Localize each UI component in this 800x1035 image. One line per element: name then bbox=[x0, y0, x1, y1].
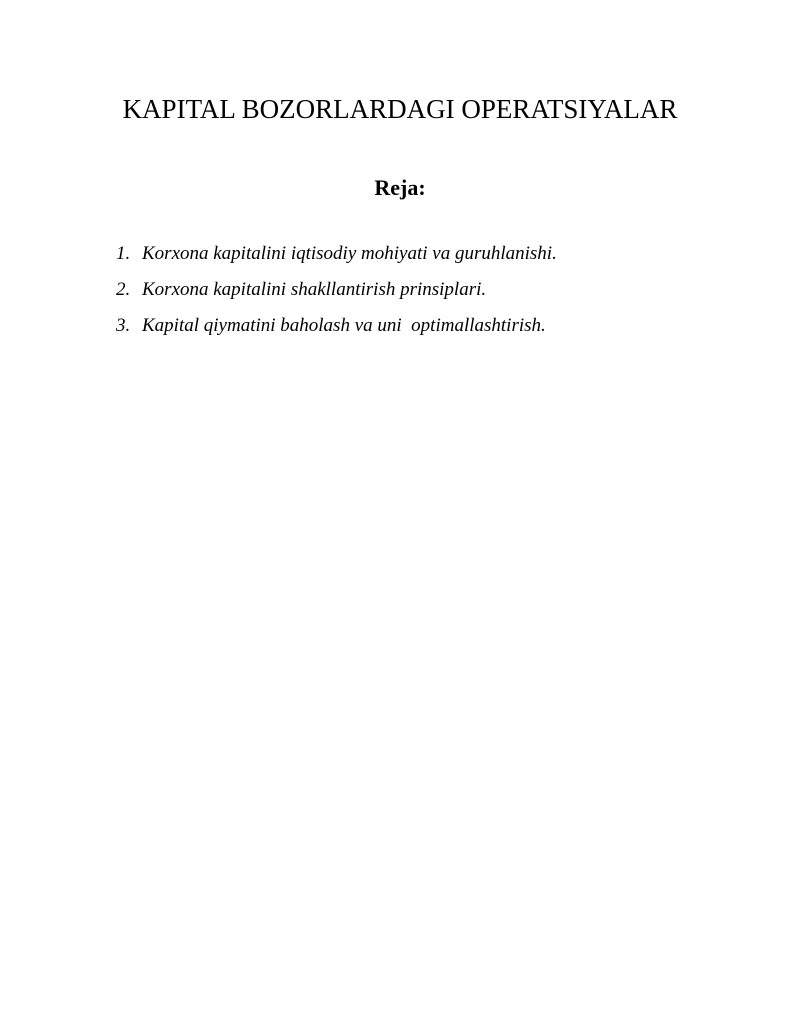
plan-item bbox=[116, 236, 557, 272]
plan-item-text: Kapital qiymatini baholash va uni optimallashtirish. bbox=[142, 315, 546, 336]
plan-item bbox=[116, 272, 557, 308]
plan-item bbox=[116, 308, 557, 344]
plan-item-number: 3. bbox=[116, 315, 131, 336]
plan-item-number: 1. bbox=[116, 243, 131, 264]
plan-item-number: 2. bbox=[116, 279, 131, 300]
document-title: KAPITAL BOZORLARDAGI OPERATSIYALAR bbox=[122, 94, 678, 124]
plan-item-text: Korxona kapitalini shakllantirish prinsiplari. bbox=[142, 279, 487, 300]
plan-heading: Reja: bbox=[374, 175, 426, 200]
plan-list bbox=[116, 236, 557, 344]
plan-item-text: Korxona kapitalini iqtisodiy mohiyati va guruhlanishi. bbox=[142, 243, 557, 264]
